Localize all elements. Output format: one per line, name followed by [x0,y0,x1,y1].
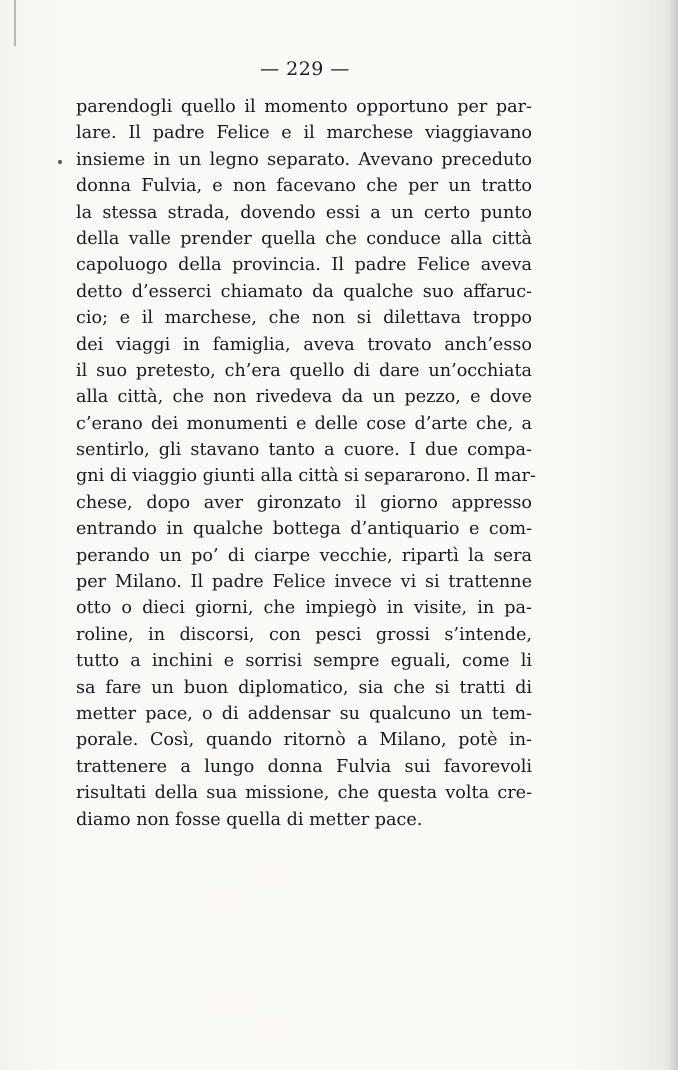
text-line-last: diamo non fosse quella di metter pace. [76,809,423,830]
text-line: sa fare un buon diplomatico, sia che si tratti di [76,677,532,698]
text-line: lare. Il padre Felice e il marchese viaggiavano [76,123,532,144]
text-line: perando un po’ di ciarpe vecchie, ripartì la sera [76,545,532,566]
text-line: il suo pretesto, ch’era quello di dare un’occhiata [76,360,532,381]
text-line: c’erano dei monumenti e delle cose d’arte che, a [76,413,532,434]
text-line: cio; e il marchese, che non si dilettava troppo [76,308,532,329]
text-line: roline, in discorsi, con pesci grossi s’intende, [76,624,532,645]
text-line: la stessa strada, dovendo essi a un certo punto [76,202,532,223]
text-line: chese, dopo aver gironzato il giorno appresso [76,492,532,513]
text-line: trattenere a lungo donna Fulvia sui favorevoli [76,756,532,777]
text-line: detto d’esserci chiamato da qualche suo affaruc- [76,281,532,302]
text-line: della valle prender quella che conduce alla città [76,228,532,249]
text-line: per Milano. Il padre Felice invece vi si trattenne [76,572,532,593]
text-line: alla città, che non rivedeva da un pezzo, e dove [76,387,532,408]
text-line: insieme in un legno separato. Avevano preceduto [76,149,532,170]
text-line: dei viaggi in famiglia, aveva trovato anch’esso [76,334,532,355]
text-line: entrando in qualche bottega d’antiquario e com- [76,519,532,540]
text-line: tutto a inchini e sorrisi sempre eguali, come li [76,651,532,672]
text-line: capoluogo della provincia. Il padre Felice aveva [76,255,532,276]
body-text [76,94,536,833]
text-line: donna Fulvia, e non facevano che per un tratto [76,176,532,197]
text-line: metter pace, o di addensar su qualcuno un tem- [76,703,532,724]
text-line: risultati della sua missione, che questa volta cre- [76,783,532,804]
text-line: sentirlo, gli stavano tanto a cuore. I due compa- [76,440,532,461]
binding-shadow [14,0,16,46]
page-edge-shadow [668,0,678,1070]
page-number: — 229 — [260,58,350,80]
margin-speck [58,160,62,164]
text-line: parendogli quello il momento opportuno per par- [76,97,532,117]
text-line: otto o dieci giorni, che impiegò in visite, in pa- [76,598,532,619]
text-line: gni di viaggio giunti alla città si separarono. Il mar- [76,466,536,487]
text-line: porale. Così, quando ritornò a Milano, potè in- [76,730,532,751]
